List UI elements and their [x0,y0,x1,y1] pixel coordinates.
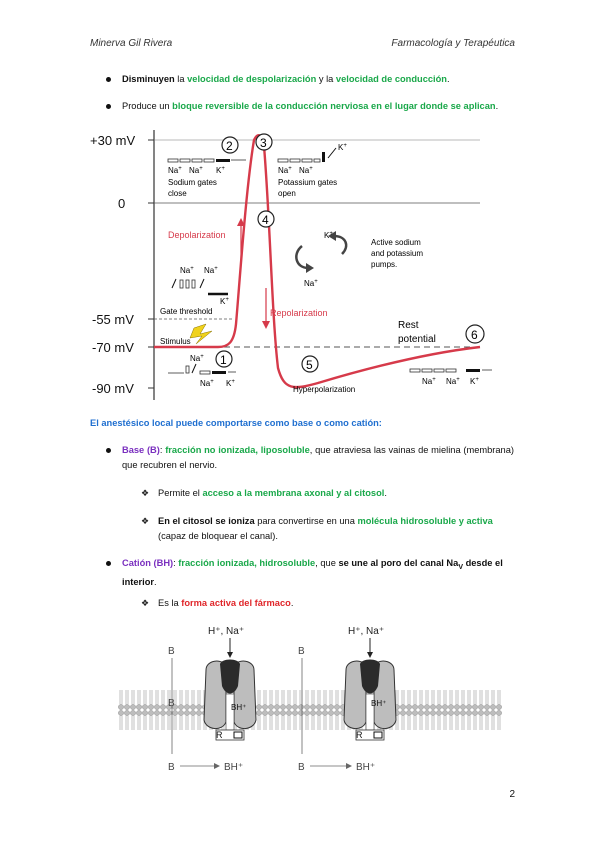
label-hyperpolarization: Hyperpolarization [293,385,356,394]
section-heading: El anestésico local puede comportarse como base o como catión: [90,418,382,428]
sodium-channel-left-icon [204,660,256,741]
header-author: Minerva Gil Rivera [90,38,173,49]
header-subject: Farmacología y Terapéutica [391,38,515,49]
step-1-marker [216,351,232,367]
label-potassium-gates: Potassium gates [278,178,338,187]
label-na-6: Na+ [204,266,218,275]
svg-text:5: 5 [306,358,313,372]
bh-label-left: BH⁺ [231,703,247,712]
label-pumps-2: and potassium [371,249,424,258]
action-potential-figure [88,128,518,403]
bullet-dot [106,448,111,453]
label-open: open [278,189,296,198]
svg-text:2: 2 [226,139,233,153]
label-k-1: K+ [216,166,225,175]
action-potential-curve [154,135,480,387]
bh-label-left-bottom: BH⁺ [224,762,244,773]
label-k-5: K+ [470,377,479,386]
step-5-marker [302,356,318,372]
label-stimulus: Stimulus [160,337,191,346]
base-sub-ionize: En el citosol se ioniza para convertirse en una molécula hidrosoluble y activa (capaz de bloquear el canal). [158,516,493,541]
svg-text:6: 6 [471,328,478,342]
svg-text:3: 3 [260,136,267,150]
svg-text:1: 1 [220,353,227,367]
ions-label-left: H⁺, Na⁺ [208,626,245,637]
base-sub-access: Permite el acceso a la membrana axonal y al citosol. [158,488,387,498]
b-label-right-top: B [298,646,305,657]
label-na-10: Na+ [446,377,460,386]
arrow-head [262,321,270,329]
b-label-left-mid: B [168,698,175,709]
label-pumps-1: Active sodium [371,238,421,247]
label-pumps-3: pumps. [371,260,398,269]
bullet-reversible-block: Produce un bloque reversible de la conducción nerviosa en el lugar donde se aplican. [122,101,499,111]
label-na-8: Na+ [200,379,214,388]
r-label-right: R [356,730,363,740]
diamond-bullet-icon: ❖ [141,516,150,526]
label-close: close [168,189,187,198]
sodium-gates-opening-icon [172,279,228,294]
bullet-reduce-speed: Disminuyen la velocidad de despolarización y la velocidad de conducción. [122,74,450,84]
b-label-left-bottom: B [168,762,175,773]
label-na-9: Na+ [422,377,436,386]
ions-label-right: H⁺, Na⁺ [348,626,385,637]
label-na-5: Na+ [180,266,194,275]
label-na-2: Na+ [189,166,203,175]
label-potential: potential [398,334,436,345]
step-4-marker [258,211,274,227]
label-na-pump: Na+ [304,279,318,288]
cation-sub-active: Es la forma activa del fármaco. [158,598,294,608]
diamond-bullet-icon: ❖ [141,488,150,498]
label-depolarization: Depolarization [168,230,226,240]
bullet-dot [106,561,111,566]
y-label-70: -70 mV [92,340,134,355]
sodium-channel-figure [112,622,512,774]
bh-label-right-bottom: BH⁺ [356,762,376,773]
step-6-marker [466,325,484,343]
bullet-dot [106,77,111,82]
y-label-30: +30 mV [90,133,136,148]
base-description: Base (B): fracción no ionizada, liposoluble, que atraviesa las vainas de mielina (membrana) que recubren el nervio. [122,445,514,470]
sodium-gates-closed-icon [168,159,246,162]
label-rest: Rest [398,320,419,331]
r-label-left: R [216,730,223,740]
potassium-gates-open-icon [278,148,336,162]
bullet-dot [106,104,111,109]
y-label-0: 0 [118,196,126,211]
label-k-4: K+ [226,379,235,388]
diamond-bullet-icon: ❖ [141,598,150,608]
bh-label-right: BH⁺ [371,699,387,708]
sodium-channel-right-icon [344,660,396,741]
gates-rest-right-icon [410,369,492,372]
y-label-55: -55 mV [92,312,134,327]
cation-description: Catión (BH): fracción ionizada, hidrosoluble, que se une al poro del canal $Na_V$ desde el interior. [122,558,503,588]
y-label-90: -90 mV [92,381,134,396]
svg-text:4: 4 [262,213,269,227]
label-gate-threshold: Gate threshold [160,307,213,316]
step-2-marker [222,137,238,153]
lipid-bilayer [118,688,502,732]
stimulus-bolt-icon [190,324,212,344]
page-number: 2 [509,789,515,800]
sodium-potassium-pump-icon [296,231,346,273]
b-label-right-bottom: B [298,762,305,773]
label-k-2: K+ [338,143,347,152]
label-na-7: Na+ [190,354,204,363]
step-3-marker [256,134,272,150]
label-k-pump: K+ [324,231,333,240]
label-na-4: Na+ [299,166,313,175]
label-k-3: K+ [220,297,229,306]
label-na-3: Na+ [278,166,292,175]
label-sodium-gates: Sodium gates [168,178,217,187]
label-na-1: Na+ [168,166,182,175]
b-label-left-top: B [168,646,175,657]
label-repolarization: Repolarization [270,308,328,318]
